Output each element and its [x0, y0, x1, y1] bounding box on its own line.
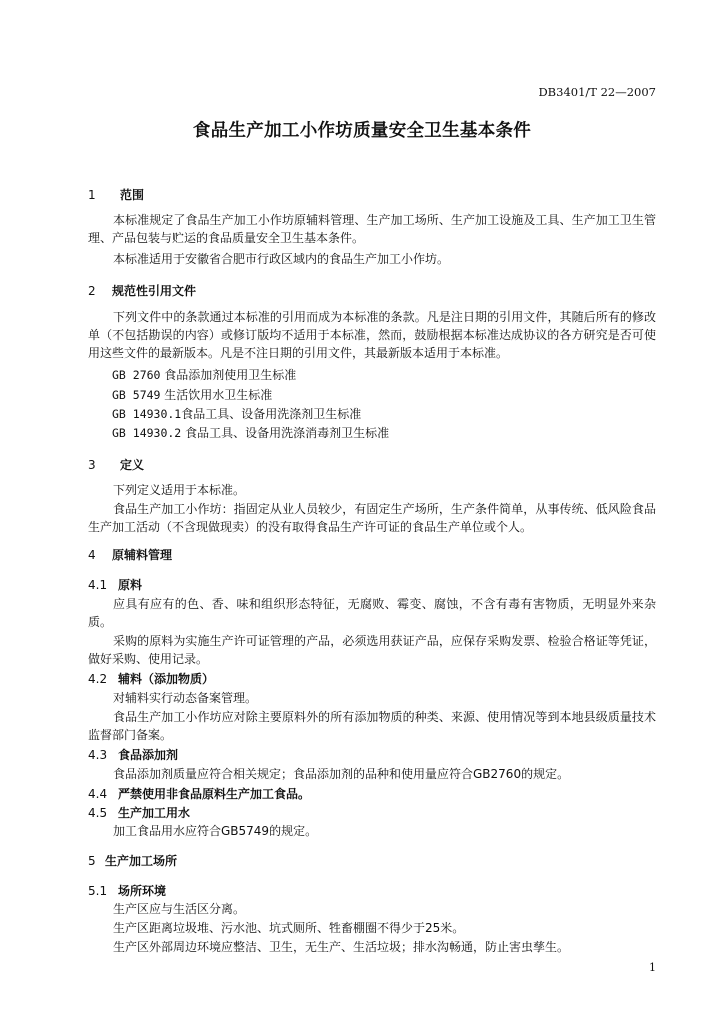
section-number: 1 — [88, 188, 96, 202]
subsection-5-1-paragraph-2: 生产区距离垃圾堆、污水池、坑式厕所、牲畜棚圈不得少于25米。 — [113, 921, 465, 935]
subsection-4-4-heading — [88, 785, 310, 802]
section-title: 生产加工场所 — [105, 854, 178, 868]
section-number: 5 — [88, 854, 96, 868]
section-title: 规范性引用文件 — [112, 284, 197, 298]
subsection-4-1-paragraph-1: 应具有应有的色、香、味和组织形态特征，无腐败、霉变、腐蚀，不含有毒有害物质，无明显外来杂质。 — [88, 597, 656, 629]
subsection-title: 食品添加剂 — [118, 748, 179, 762]
standard-code: DB3401/T 22—2007 — [538, 85, 656, 99]
subsection-number: 4.4 — [88, 787, 108, 801]
section-1-heading — [88, 186, 144, 203]
section-1-paragraph-1: 本标准规定了食品生产加工小作坊原辅料管理、生产加工场所、生产加工设施及工具、生产加工卫生管理、产品包装与贮运的食品质量安全卫生基本条件。 — [88, 213, 656, 245]
subsection-title: 严禁使用非食品原料生产加工食品。 — [118, 787, 311, 801]
subsection-5-1-paragraph-3: 生产区外部周边环境应整洁、卫生，无生产、生活垃圾；排水沟畅通，防止害虫孳生。 — [113, 940, 570, 954]
reference-code: GB 14930.1 — [112, 407, 182, 421]
subsection-title: 原料 — [118, 578, 143, 592]
subsection-5-1-heading — [88, 882, 166, 899]
reference-item — [112, 405, 361, 422]
reference-item — [112, 366, 296, 383]
reference-code: GB 2760 — [112, 368, 161, 382]
reference-name: 食品添加剂使用卫生标准 — [164, 368, 297, 382]
section-4-heading — [88, 546, 172, 563]
subsection-4-3-heading — [88, 746, 178, 763]
subsection-number: 4.5 — [88, 806, 108, 820]
section-2-paragraph-1: 下列文件中的条款通过本标准的引用而成为本标准的条款。凡是注日期的引用文件，其随后所有的修改单（不包括勘误的内容）或修订版均不适用于本标准，然而，鼓励根据本标准达成协议的各方研究是否可使用这些文件的最新版本。凡是不注日期的引用文件，其最新版本适用于本标准。 — [88, 310, 656, 360]
reference-name: 生活饮用水卫生标准 — [164, 388, 273, 402]
section-number: 3 — [88, 458, 96, 472]
subsection-4-2-heading — [88, 670, 214, 687]
section-5-heading — [88, 852, 177, 869]
subsection-number: 4.1 — [88, 578, 108, 592]
document-title: 食品生产加工小作坊质量安全卫生基本条件 — [192, 121, 532, 141]
reference-item — [112, 424, 389, 441]
subsection-number: 4.2 — [88, 672, 108, 686]
subsection-4-3-paragraph-1: 食品添加剂质量应符合相关规定；食品添加剂的品种和使用量应符合GB2760的规定。 — [113, 767, 570, 781]
subsection-title: 场所环境 — [118, 884, 167, 898]
reference-name: 食品工具、设备用洗涤消毒剂卫生标准 — [185, 426, 390, 440]
section-2-heading — [88, 282, 196, 299]
subsection-4-2-paragraph-1: 对辅料实行动态备案管理。 — [113, 691, 258, 705]
section-3-paragraph-1: 下列定义适用于本标准。 — [113, 483, 246, 497]
section-number: 2 — [88, 284, 96, 298]
subsection-4-1-paragraph-2: 采购的原料为实施生产许可证管理的产品，必须选用获证产品，应保存采购发票、检验合格证等凭证，做好采购、使用记录。 — [88, 634, 656, 666]
section-title: 定义 — [120, 458, 145, 472]
section-title: 原辅料管理 — [112, 548, 173, 562]
reference-item — [112, 386, 272, 403]
subsection-number: 5.1 — [88, 884, 108, 898]
reference-name: 食品工具、设备用洗涤剂卫生标准 — [181, 407, 362, 421]
subsection-4-2-paragraph-2: 食品生产加工小作坊应对除主要原料外的所有添加物质的种类、来源、使用情况等到本地县级质量技术监督部门备案。 — [88, 710, 656, 742]
section-title: 范围 — [120, 188, 145, 202]
reference-code: GB 5749 — [112, 388, 161, 402]
subsection-title: 生产加工用水 — [118, 806, 191, 820]
subsection-title: 辅料（添加物质） — [118, 672, 215, 686]
section-1-paragraph-2: 本标准适用于安徽省合肥市行政区域内的食品生产加工小作坊。 — [113, 252, 450, 266]
subsection-5-1-paragraph-1: 生产区应与生活区分离。 — [113, 902, 246, 916]
subsection-4-5-paragraph-1: 加工食品用水应符合GB5749的规定。 — [113, 824, 318, 838]
page-number: 1 — [649, 961, 656, 974]
section-3-heading — [88, 456, 144, 473]
section-number: 4 — [88, 548, 96, 562]
subsection-4-1-heading — [88, 576, 142, 593]
subsection-number: 4.3 — [88, 748, 108, 762]
reference-code: GB 14930.2 — [112, 426, 182, 440]
section-3-paragraph-2: 食品生产加工小作坊：指固定从业人员较少，有固定生产场所，生产条件简单，从事传统、低风险食品生产加工活动（不含现做现卖）的没有取得食品生产许可证的食品生产单位或个人。 — [88, 502, 656, 534]
subsection-4-5-heading — [88, 804, 190, 821]
